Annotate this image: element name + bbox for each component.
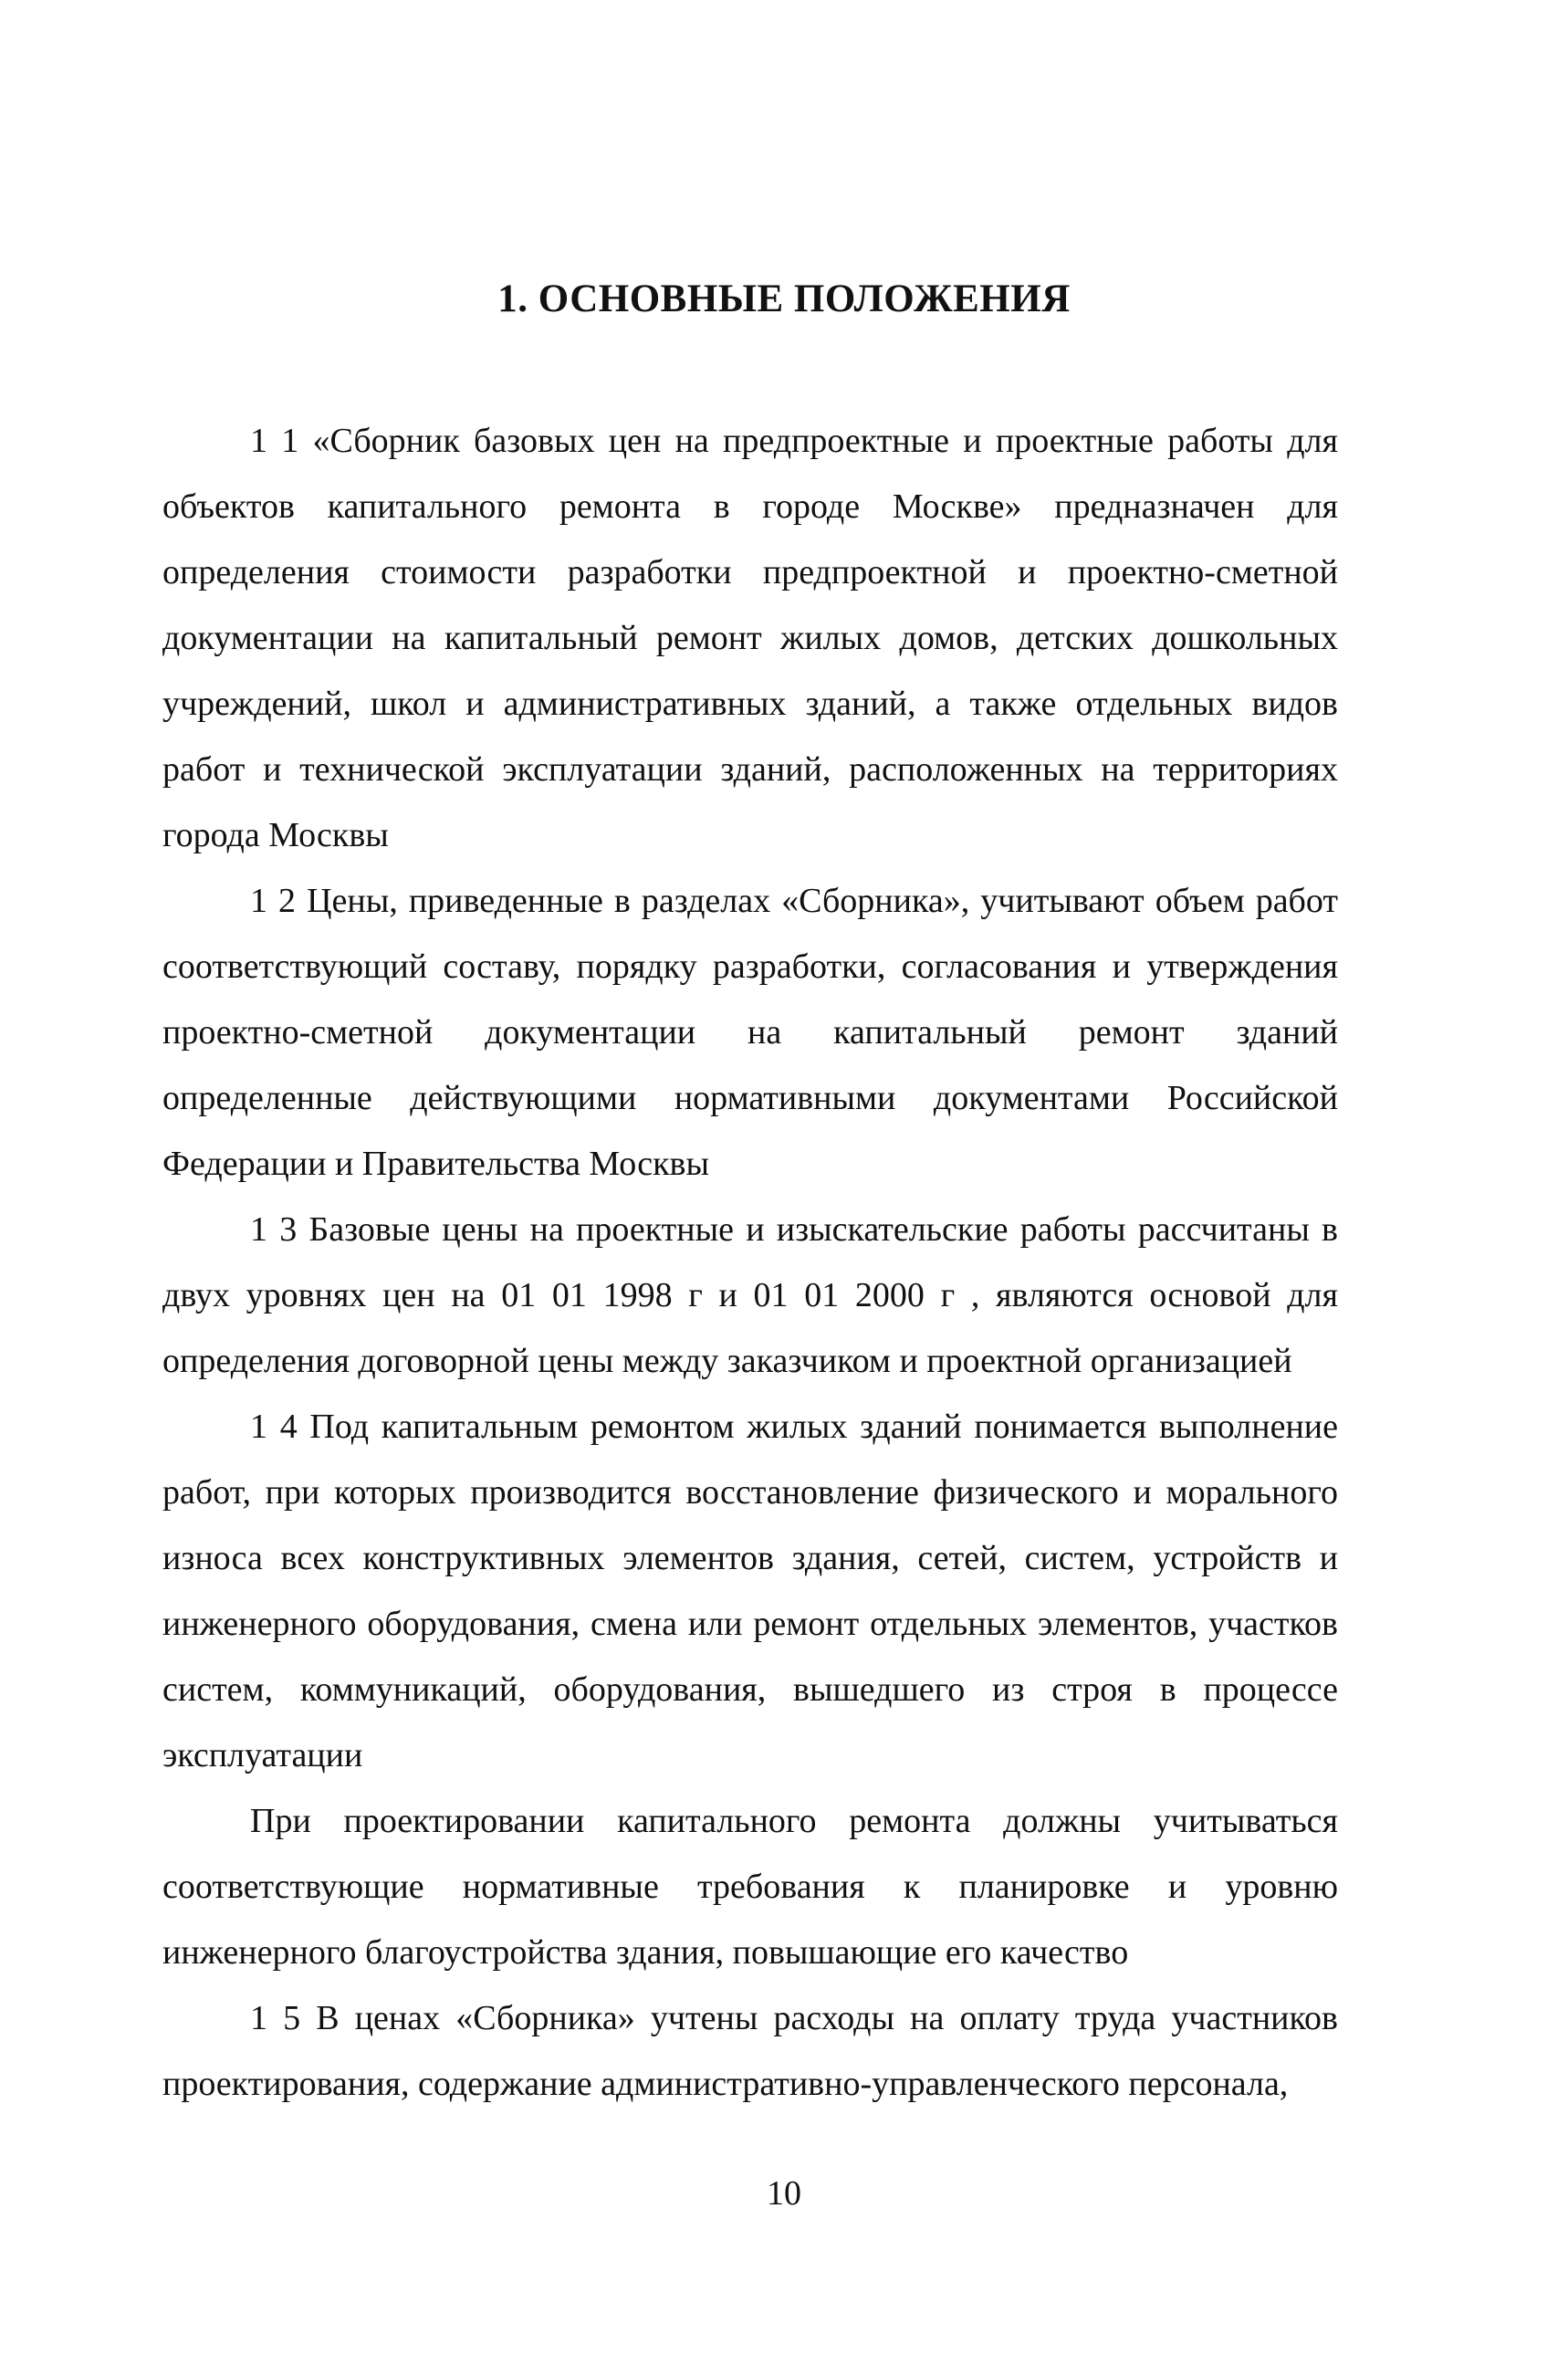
paragraph-1-2: 1 2 Цены, приведенные в разделах «Сборника», учитывают объем работ соответствующий составу, порядку разработки, согласования и утверждения проектно-сметной документации на капитальный ремонт зданий определенные действующими нормативными документами Российской Федерации и Правительства Москвы: [162, 882, 1338, 1183]
body-text: [162, 408, 1338, 2117]
paragraph-1-1: 1 1 «Сборник базовых цен на предпроектные и проектные работы для объектов капитального ремонта в городе Москве» предназначен для определения стоимости разработки предпроектной и проектно-сметной документации на капитальный ремонт жилых домов, детских дошкольных учреждений, школ и административных зданий, а также отдельных видов работ и технической эксплуатации зданий, расположенных на территориях города Москвы: [162, 422, 1338, 854]
paragraph-1-4-continued: При проектировании капитального ремонта должны учитываться соответствующие нормативные требования к планировке и уровню инженерного благоустройства здания, повышающие его качество: [162, 1802, 1338, 1972]
paragraph-1-5: 1 5 В ценах «Сборника» учтены расходы на оплату труда участников проектирования, содержание административно-управленческого персонала,: [162, 1999, 1338, 2103]
section-heading: 1. ОСНОВНЫЕ ПОЛОЖЕНИЯ: [497, 277, 1071, 320]
page-number: 10: [767, 2174, 801, 2213]
paragraph-1-3: 1 3 Базовые цены на проектные и изыскательские работы рассчитаны в двух уровнях цен на 01 01 1998 г и 01 01 2000 г , являются основой для определения договорной цены между заказчиком и проектной организацией: [162, 1210, 1338, 1380]
paragraph-1-4: 1 4 Под капитальным ремонтом жилых зданий понимается выполнение работ, при которых производится восстановление физического и морального износа всех конструктивных элементов здания, сетей, систем, устройств и инженерного оборудования, смена или ремонт отдельных элементов, участков систем, коммуникаций, оборудования, вышедшего из строя в процессе эксплуатации: [162, 1408, 1338, 1774]
